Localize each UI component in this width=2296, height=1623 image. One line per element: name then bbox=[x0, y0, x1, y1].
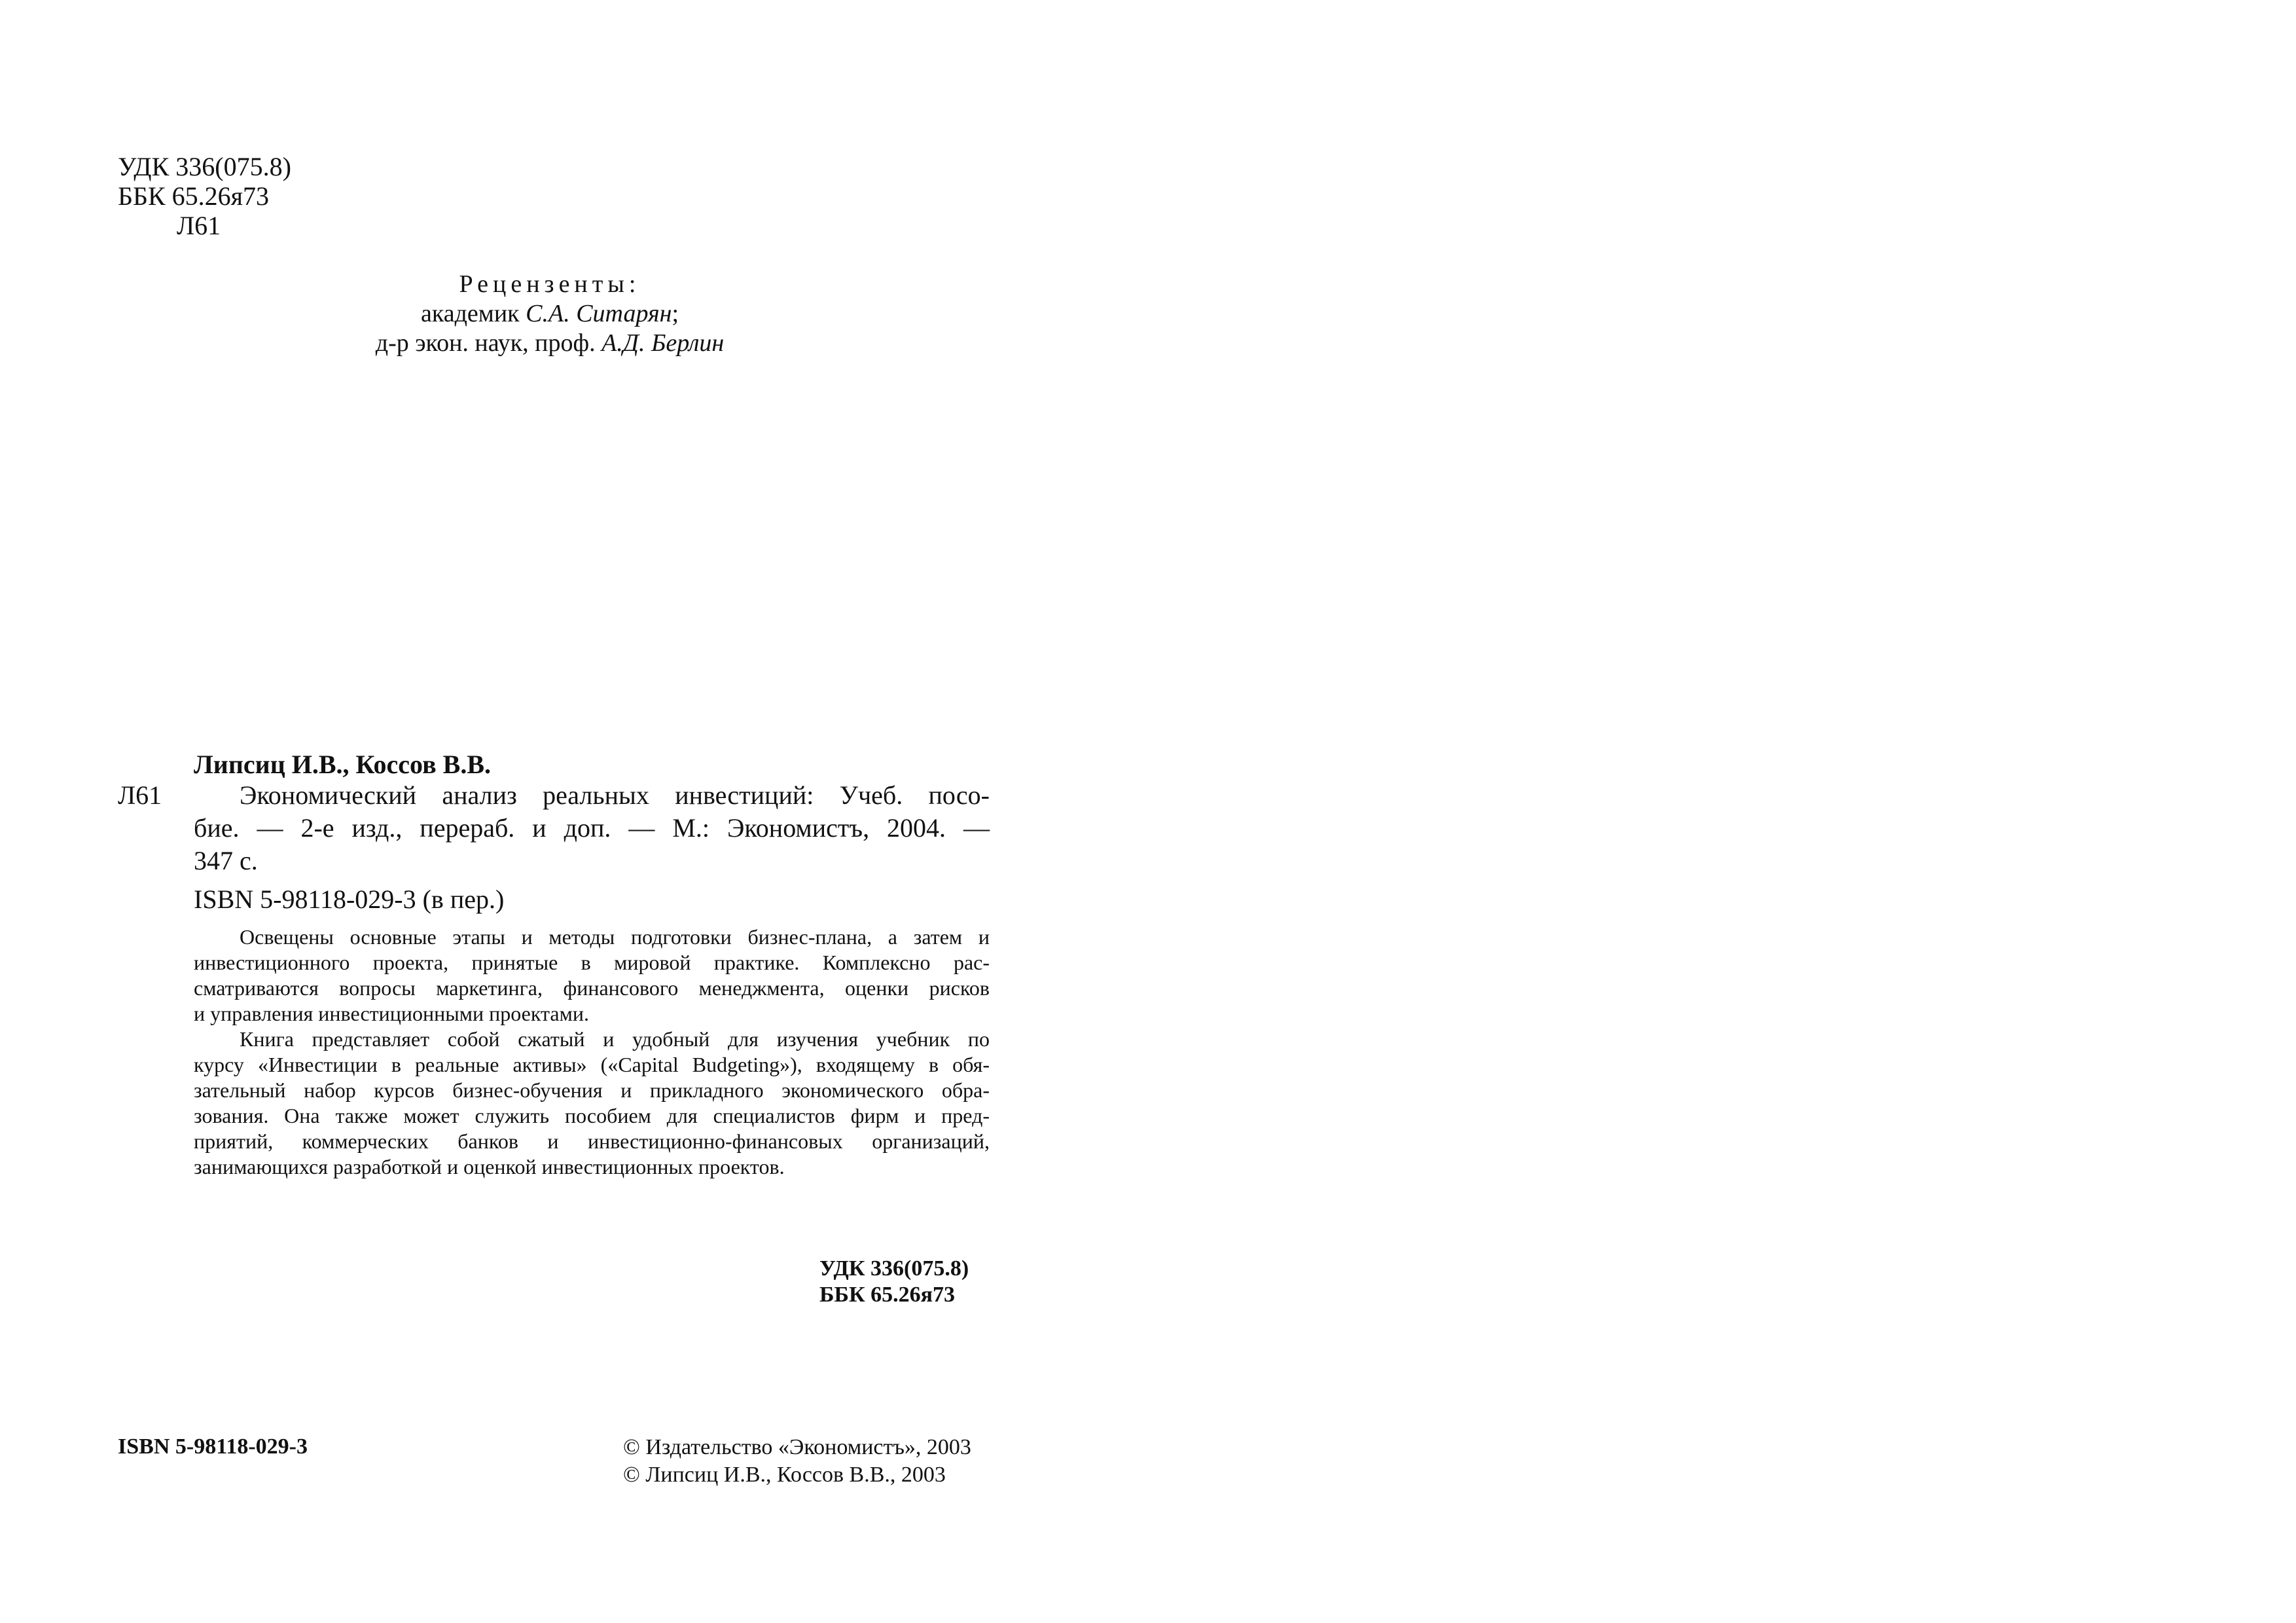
reviewer-1-title: академик bbox=[420, 300, 526, 327]
reviewers-heading: Рецензенты: bbox=[459, 270, 641, 298]
reviewer-1-suffix: ; bbox=[672, 300, 679, 327]
annotation-line: Книга представляет собой сжатый и удобный для изучения учебник по bbox=[240, 1027, 990, 1051]
annotation bbox=[194, 924, 990, 1180]
copyright-publisher: © Издательство «Экономистъ», 2003 bbox=[623, 1435, 971, 1459]
bbk-code-bottom: ББК 65.26я73 bbox=[819, 1283, 956, 1307]
record-line: 347 с. bbox=[194, 846, 258, 875]
record-line: бие. — 2-е изд., перераб. и доп. — М.: Экономистъ, 2004. — bbox=[194, 813, 990, 843]
bbk-code: ББК 65.26я73 bbox=[118, 181, 270, 211]
classification-block-bottom bbox=[819, 1256, 969, 1308]
record-author-sign: Л61 bbox=[118, 780, 162, 810]
reviewers-block bbox=[301, 270, 798, 358]
record-isbn: ISBN 5-98118-029-3 (в пер.) bbox=[194, 884, 505, 914]
copyright-block bbox=[623, 1434, 971, 1489]
reviewer-2-name: А.Д. Берлин bbox=[601, 329, 725, 357]
footer-isbn: ISBN 5-98118-029-3 bbox=[118, 1434, 308, 1459]
annotation-line: приятий, коммерческих банков и инвестиционно-финансовых организаций, bbox=[194, 1129, 990, 1153]
udk-code: УДК 336(075.8) bbox=[118, 152, 291, 181]
annotation-line: Освещены основные этапы и методы подготовки бизнес-плана, а затем и bbox=[240, 925, 990, 949]
classification-block-top bbox=[118, 152, 291, 240]
reviewer-1-name: С.А. Ситарян bbox=[526, 300, 672, 327]
reviewer-2 bbox=[301, 329, 798, 358]
annotation-line: инвестиционного проекта, принятые в мировой практике. Комплексно рас- bbox=[194, 951, 990, 974]
annotation-line: зования. Она также может служить пособием для специалистов фирм и пред- bbox=[194, 1104, 990, 1127]
record-authors: Липсиц И.В., Коссов В.В. bbox=[194, 750, 492, 779]
record-description bbox=[194, 779, 990, 877]
udk-code-bottom: УДК 336(075.8) bbox=[819, 1256, 969, 1281]
reviewer-1 bbox=[301, 299, 798, 329]
annotation-line: зательный набор курсов бизнес-обучения и прикладного экономического обра- bbox=[194, 1078, 990, 1102]
annotation-line: курсу «Инвестиции в реальные активы» («Capital Budgeting»), входящему в обя- bbox=[194, 1053, 990, 1076]
annotation-line: сматриваются вопросы маркетинга, финансового менеджмента, оценки рисков bbox=[194, 976, 990, 1000]
author-sign-code: Л61 bbox=[177, 211, 221, 240]
annotation-line: занимающихся разработкой и оценкой инвестиционных проектов. bbox=[194, 1155, 785, 1178]
annotation-paragraph-1 bbox=[194, 924, 990, 1027]
reviewer-2-title: д-р экон. наук, проф. bbox=[375, 329, 602, 357]
record-line: Экономический анализ реальных инвестиций: Учеб. посо- bbox=[240, 780, 990, 810]
annotation-paragraph-2 bbox=[194, 1027, 990, 1180]
annotation-line: и управления инвестиционными проектами. bbox=[194, 1002, 589, 1025]
copyright-authors: © Липсиц И.В., Коссов В.В., 2003 bbox=[623, 1463, 946, 1487]
